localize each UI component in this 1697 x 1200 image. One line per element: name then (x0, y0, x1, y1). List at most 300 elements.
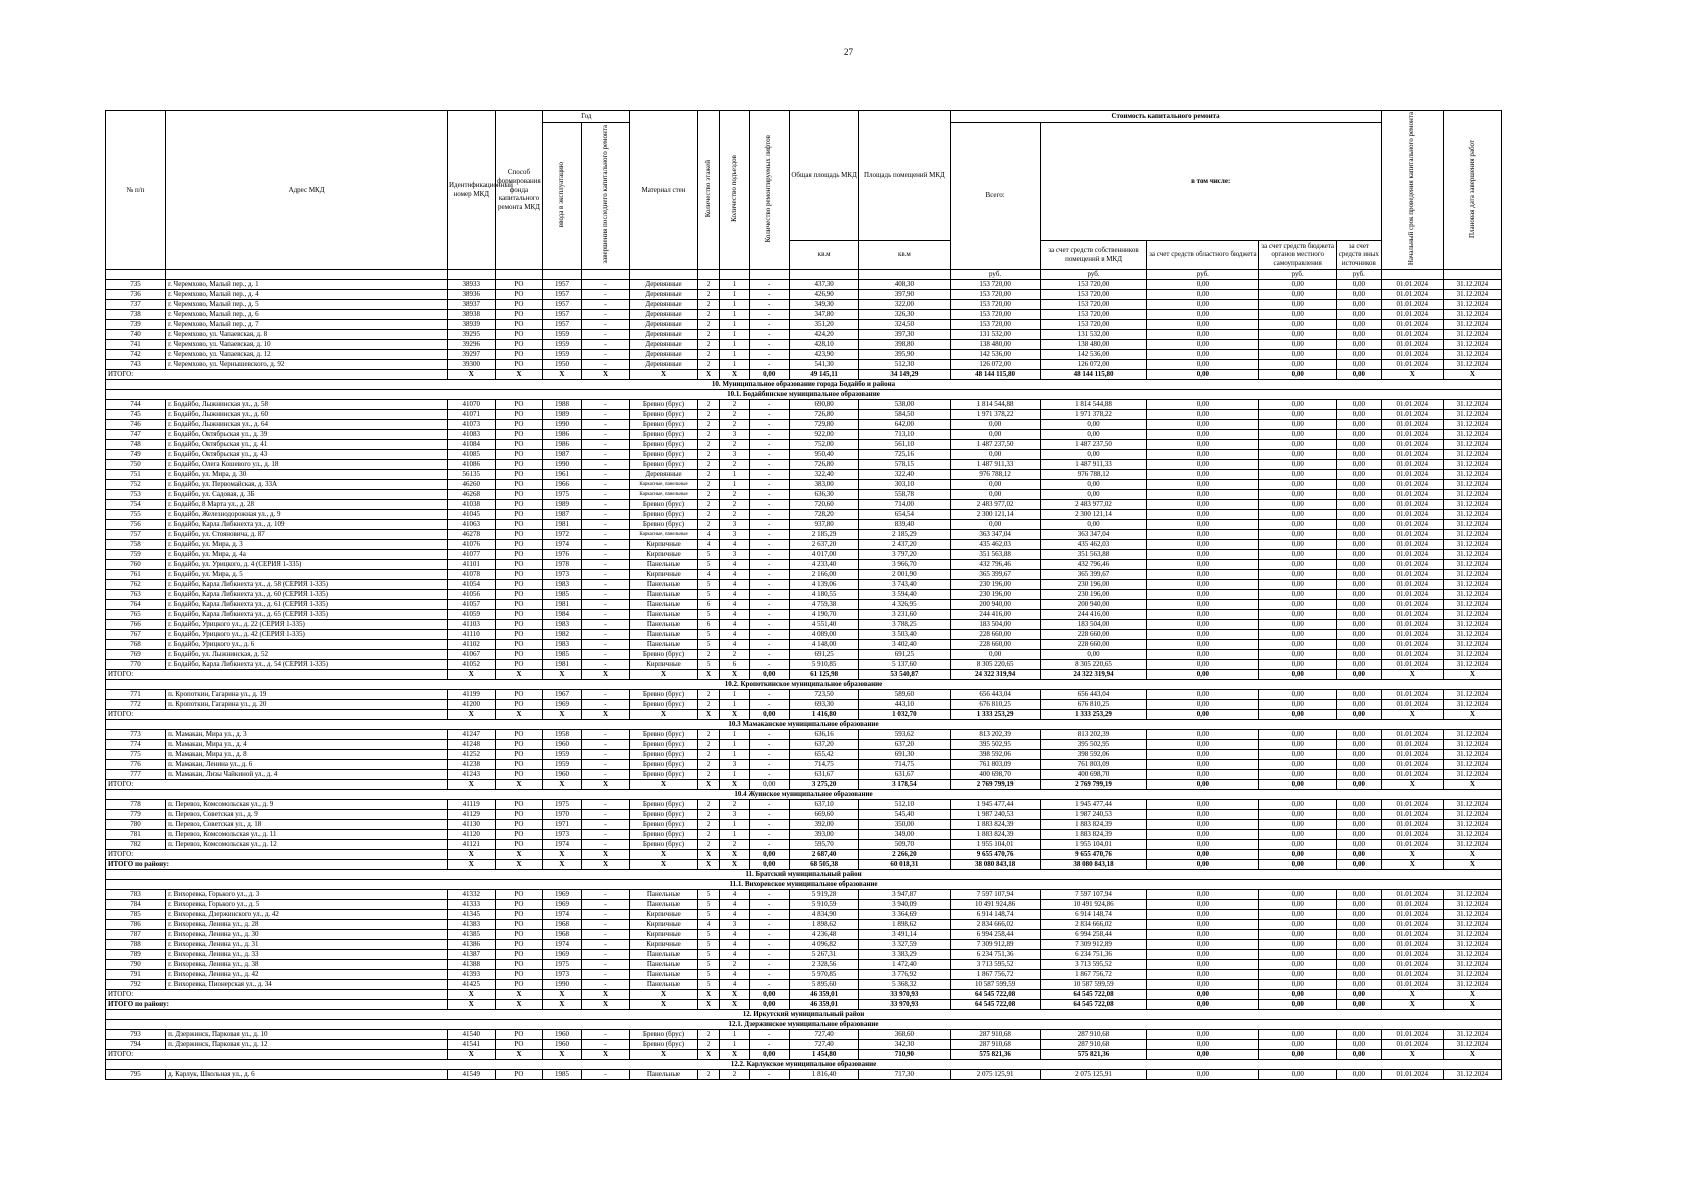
table-cell: 0,00 (1259, 699, 1337, 709)
table-cell: РО (495, 939, 543, 949)
total-cell: 48 144 115,80 (1040, 369, 1147, 379)
table-cell: 2 (720, 439, 749, 449)
total-row (106, 669, 1502, 679)
table-cell: 31.12.2024 (1443, 949, 1501, 959)
table-cell: 31.12.2024 (1443, 419, 1501, 429)
table-cell: Панельные (630, 639, 697, 649)
table-cell: 0,00 (1337, 979, 1382, 989)
table-cell: 41248 (447, 739, 495, 749)
table-cell: 0,00 (1147, 969, 1259, 979)
table-cell: 5 (697, 959, 720, 969)
table-cell: 38937 (447, 299, 495, 309)
table-cell: РО (495, 819, 543, 829)
table-cell: 1959 (543, 329, 581, 339)
table-cell: 01.01.2024 (1381, 919, 1443, 929)
table-cell: г. Черемхово, ул. Чапаевская, д. 10 (166, 339, 448, 349)
table-cell: Кирпичные (630, 659, 697, 669)
table-cell: 753 (106, 489, 166, 499)
table-cell: - (581, 969, 630, 979)
table-cell: - (581, 639, 630, 649)
table-cell: 3 713 595,52 (1040, 959, 1147, 969)
table-cell: - (749, 939, 789, 949)
unit-blank (1381, 269, 1443, 279)
table-cell: - (749, 839, 789, 849)
table-cell: 1959 (543, 759, 581, 769)
table-cell: 31.12.2024 (1443, 559, 1501, 569)
table-cell: 774 (106, 739, 166, 749)
table-row (106, 949, 1502, 959)
table-cell: РО (495, 539, 543, 549)
table-row (106, 799, 1502, 809)
table-cell: Бревно (брус) (630, 799, 697, 809)
table-cell: 0,00 (1337, 489, 1382, 499)
table-cell: - (749, 759, 789, 769)
total-cell: X (581, 989, 630, 999)
table-cell: г. Черемхово, Малый пер., д. 4 (166, 289, 448, 299)
table-cell: 813 202,39 (1040, 729, 1147, 739)
col-local-header: за счет средств бюджета органов местного самоуправления (1259, 240, 1337, 269)
table-cell: 0,00 (1259, 559, 1337, 569)
table-row (106, 919, 1502, 929)
table-cell: 2 166,00 (789, 569, 858, 579)
table-cell: РО (495, 359, 543, 369)
table-cell: - (749, 279, 789, 289)
table-cell: 2 (697, 429, 720, 439)
table-cell: 713,10 (859, 429, 950, 439)
table-cell: 0,00 (1147, 569, 1259, 579)
table-cell: 347,80 (789, 309, 858, 319)
table-cell: - (749, 459, 789, 469)
table-cell: Бревно (брус) (630, 449, 697, 459)
table-cell: 01.01.2024 (1381, 359, 1443, 369)
table-cell: 0,00 (1147, 939, 1259, 949)
table-cell: 1990 (543, 459, 581, 469)
table-cell: 0,00 (1147, 649, 1259, 659)
table-cell: 0,00 (1337, 949, 1382, 959)
table-cell: РО (495, 399, 543, 409)
total-cell: X (630, 709, 697, 719)
table-cell: - (581, 409, 630, 419)
table-cell: 01.01.2024 (1381, 339, 1443, 349)
table-cell: - (749, 469, 789, 479)
table-cell: 1 (720, 749, 749, 759)
table-cell: РО (495, 409, 543, 419)
table-cell: 0,00 (1337, 1029, 1382, 1039)
table-cell: 6 994 258,44 (1040, 929, 1147, 939)
table-cell: 1961 (543, 469, 581, 479)
total-cell: 2 769 799,19 (1040, 779, 1147, 789)
table-cell: 7 597 107,94 (1040, 889, 1147, 899)
table-cell: 1950 (543, 359, 581, 369)
table-cell: 0,00 (1147, 809, 1259, 819)
col-year-group-header: Год (543, 111, 630, 123)
table-cell: Кирпичные (630, 549, 697, 559)
table-cell: 691,30 (859, 749, 950, 759)
table-cell: - (749, 829, 789, 839)
table-cell: 01.01.2024 (1381, 279, 1443, 289)
table-cell: 735 (106, 279, 166, 289)
table-cell: 1 (720, 689, 749, 699)
table-cell: 4 236,48 (789, 929, 858, 939)
table-cell: г. Бодайбо, ул. Урицкого, д. 4 (СЕРИЯ 1-335) (166, 559, 448, 569)
table-cell: г. Вихоревка, Горького ул., д. 5 (166, 899, 448, 909)
table-cell: 5 910,85 (789, 659, 858, 669)
table-cell: 41549 (447, 1069, 495, 1079)
table-cell: РО (495, 899, 543, 909)
table-cell: г. Бодайбо, Октябрьская ул., д. 43 (166, 449, 448, 459)
table-cell: 0,00 (1147, 979, 1259, 989)
table-cell: 727,40 (789, 1039, 858, 1049)
table-cell: 763 (106, 589, 166, 599)
table-cell: 56135 (447, 469, 495, 479)
table-row (106, 1029, 1502, 1039)
table-cell: 41247 (447, 729, 495, 739)
table-cell: 230 196,00 (1040, 579, 1147, 589)
table-cell: 0,00 (1259, 689, 1337, 699)
table-cell: 31.12.2024 (1443, 589, 1501, 599)
total-cell: 64 545 722,08 (950, 999, 1040, 1009)
table-cell: 31.12.2024 (1443, 319, 1501, 329)
table-cell: Деревянные (630, 289, 697, 299)
table-cell: 31.12.2024 (1443, 759, 1501, 769)
table-cell: г. Вихоревка, Ленина ул., д. 30 (166, 929, 448, 939)
table-cell: 1985 (543, 649, 581, 659)
table-cell: - (581, 749, 630, 759)
table-row (106, 579, 1502, 589)
table-cell: 4 089,00 (789, 629, 858, 639)
table-cell: 0,00 (1259, 829, 1337, 839)
total-cell: X (543, 1049, 581, 1059)
table-cell: 01.01.2024 (1381, 459, 1443, 469)
table-cell: 0,00 (1337, 569, 1382, 579)
table-cell: п. Мамакан, Мира ул., д. 8 (166, 749, 448, 759)
table-cell: 31.12.2024 (1443, 549, 1501, 559)
table-cell: 0,00 (950, 479, 1040, 489)
table-row (106, 959, 1502, 969)
total-label: ИТОГО по району: (106, 859, 448, 869)
table-cell: 41076 (447, 539, 495, 549)
table-cell: 769 (106, 649, 166, 659)
table-cell: 0,00 (1259, 919, 1337, 929)
table-cell: - (749, 519, 789, 529)
table-cell: 3 491,14 (859, 929, 950, 939)
table-cell: 4 139,06 (789, 579, 858, 589)
table-cell: - (581, 929, 630, 939)
table-cell: 01.01.2024 (1381, 559, 1443, 569)
table-cell: 1957 (543, 279, 581, 289)
table-cell: Панельные (630, 559, 697, 569)
table-cell: 2 (720, 799, 749, 809)
table-cell: 1 883 824,39 (950, 829, 1040, 839)
table-cell: 31.12.2024 (1443, 919, 1501, 929)
table-cell: Бревно (брус) (630, 839, 697, 849)
table-cell: 01.01.2024 (1381, 299, 1443, 309)
table-row (106, 699, 1502, 709)
table-cell: - (581, 569, 630, 579)
table-cell: - (749, 299, 789, 309)
page-number: 27 (844, 47, 853, 57)
table-cell: - (749, 929, 789, 939)
section-title: 10.2. Кропоткинское муниципальное образование (106, 679, 1502, 689)
table-cell: 3 713 595,52 (950, 959, 1040, 969)
table-cell: 41386 (447, 939, 495, 949)
table-row (106, 289, 1502, 299)
col-other-header: за счет средств иных источников (1337, 240, 1382, 269)
section-row (106, 719, 1502, 729)
total-cell: X (1443, 709, 1501, 719)
total-cell: X (720, 999, 749, 1009)
table-cell: 762 (106, 579, 166, 589)
table-cell: 1973 (543, 569, 581, 579)
total-cell: 0,00 (1259, 1049, 1337, 1059)
table-cell: 1968 (543, 929, 581, 939)
total-cell: 0,00 (749, 1049, 789, 1059)
table-cell: 1989 (543, 499, 581, 509)
table-cell: 2 (697, 819, 720, 829)
total-cell: X (1381, 849, 1443, 859)
table-cell: г. Бодайбо, Карла Либкнехта ул., д. 58 (СЕРИЯ 1-335) (166, 579, 448, 589)
total-cell: 0,00 (1147, 989, 1259, 999)
table-cell: 322,00 (859, 299, 950, 309)
table-cell: 669,60 (789, 809, 858, 819)
table-cell: 0,00 (1147, 429, 1259, 439)
table-cell: 631,67 (859, 769, 950, 779)
table-cell: 2 (697, 499, 720, 509)
table-cell: 725,16 (859, 449, 950, 459)
table-cell: 0,00 (1147, 509, 1259, 519)
table-cell: 01.01.2024 (1381, 409, 1443, 419)
table-row (106, 439, 1502, 449)
table-cell: 2 185,29 (859, 529, 950, 539)
table-cell: РО (495, 309, 543, 319)
table-cell: 0,00 (1259, 299, 1337, 309)
total-cell: X (581, 369, 630, 379)
col-regional-header: за счет средств областного бюджета (1147, 240, 1259, 269)
table-cell: 0,00 (1147, 909, 1259, 919)
table-cell: 01.01.2024 (1381, 529, 1443, 539)
table-cell: 0,00 (1147, 959, 1259, 969)
table-cell: 2 001,90 (859, 569, 950, 579)
table-row (106, 1039, 1502, 1049)
total-cell: 38 080 843,18 (950, 859, 1040, 869)
table-cell: 0,00 (1147, 739, 1259, 749)
total-cell: 0,00 (1259, 989, 1337, 999)
table-cell: 153 720,00 (1040, 289, 1147, 299)
table-row (106, 589, 1502, 599)
table-cell: 0,00 (1259, 949, 1337, 959)
table-row (106, 749, 1502, 759)
table-cell: 41054 (447, 579, 495, 589)
table-cell: 714,75 (789, 759, 858, 769)
table-cell: п. Кропоткин, Гагарина ул., д. 20 (166, 699, 448, 709)
table-cell: 6 914 148,74 (1040, 909, 1147, 919)
table-cell: 200 940,00 (1040, 599, 1147, 609)
table-cell: 2 (697, 1029, 720, 1039)
table-cell: РО (495, 459, 543, 469)
table-cell: 0,00 (1259, 489, 1337, 499)
table-cell: 0,00 (1147, 619, 1259, 629)
table-cell: 2 (720, 649, 749, 659)
table-cell: 01.01.2024 (1381, 399, 1443, 409)
table-cell: 126 072,00 (1040, 359, 1147, 369)
table-cell: п. Мамакан, Ленина ул., д. 6 (166, 759, 448, 769)
table-cell: 766 (106, 619, 166, 629)
table-cell: 365 399,67 (950, 569, 1040, 579)
table-cell: 2 (697, 419, 720, 429)
table-cell: 38933 (447, 279, 495, 289)
table-cell: г. Черемхово, ул. Чапаевская, д. 12 (166, 349, 448, 359)
table-cell: 1981 (543, 599, 581, 609)
table-cell: 31.12.2024 (1443, 409, 1501, 419)
table-cell: - (749, 479, 789, 489)
table-cell: 739 (106, 319, 166, 329)
table-row (106, 829, 1502, 839)
table-cell: 363 347,04 (1040, 529, 1147, 539)
table-cell: 740 (106, 329, 166, 339)
table-cell: - (749, 609, 789, 619)
table-cell: - (581, 829, 630, 839)
table-cell: 3 (720, 549, 749, 559)
table-cell: РО (495, 839, 543, 849)
table-row (106, 619, 1502, 629)
table-cell: 3 503,40 (859, 629, 950, 639)
total-cell: X (697, 779, 720, 789)
table-cell: РО (495, 889, 543, 899)
table-cell: Деревянные (630, 299, 697, 309)
col-num-header: № п/п (106, 111, 166, 270)
table-cell: 31.12.2024 (1443, 509, 1501, 519)
table-cell: 01.01.2024 (1381, 289, 1443, 299)
table-cell: РО (495, 649, 543, 659)
total-cell: 710,90 (859, 1049, 950, 1059)
table-cell: 4 759,38 (789, 599, 858, 609)
table-cell: - (749, 529, 789, 539)
table-cell: 31.12.2024 (1443, 629, 1501, 639)
table-cell: 01.01.2024 (1381, 579, 1443, 589)
total-cell: 0,00 (1337, 989, 1382, 999)
table-cell: Бревно (брус) (630, 819, 697, 829)
table-cell: РО (495, 589, 543, 599)
table-cell: РО (495, 969, 543, 979)
table-cell: 0,00 (1337, 899, 1382, 909)
section-row (106, 869, 1502, 879)
table-cell: РО (495, 1039, 543, 1049)
table-cell: 39296 (447, 339, 495, 349)
table-cell: 0,00 (1147, 1039, 1259, 1049)
table-cell: 3 776,92 (859, 969, 950, 979)
table-cell: 0,00 (1337, 409, 1382, 419)
table-cell: 0,00 (1337, 629, 1382, 639)
table-row (106, 889, 1502, 899)
section-title: 11.1. Вихоревское муниципальное образование (106, 879, 1502, 889)
table-cell: 0,00 (1147, 699, 1259, 709)
table-cell: 761 (106, 569, 166, 579)
table-cell: 770 (106, 659, 166, 669)
table-cell: Кирпичные (630, 909, 697, 919)
table-cell: 0,00 (1337, 749, 1382, 759)
table-cell: 01.01.2024 (1381, 929, 1443, 939)
table-row (106, 769, 1502, 779)
total-cell: X (720, 1049, 749, 1059)
table-cell: 775 (106, 749, 166, 759)
table-cell: 228 660,00 (1040, 629, 1147, 639)
table-cell: 656 443,04 (1040, 689, 1147, 699)
table-cell: - (581, 949, 630, 959)
table-cell: 1957 (543, 289, 581, 299)
table-cell: 5 (697, 909, 720, 919)
table-cell: 4 180,55 (789, 589, 858, 599)
table-cell: 636,16 (789, 729, 858, 739)
table-cell: РО (495, 1069, 543, 1079)
table-cell: г. Бодайбо, Железнодорожная ул., д. 9 (166, 509, 448, 519)
total-cell: X (543, 999, 581, 1009)
section-title: 11. Братский муниципальный район (106, 869, 1502, 879)
table-cell: 01.01.2024 (1381, 519, 1443, 529)
table-cell: Панельные (630, 629, 697, 639)
table-cell: РО (495, 639, 543, 649)
table-cell: 01.01.2024 (1381, 329, 1443, 339)
total-cell: 3 275,20 (789, 779, 858, 789)
entrances-header-text: Количество подъездов (729, 155, 738, 223)
table-cell: - (749, 359, 789, 369)
table-cell: РО (495, 739, 543, 749)
table-cell: 751 (106, 469, 166, 479)
table-cell: 2 (697, 319, 720, 329)
table-cell: 31.12.2024 (1443, 699, 1501, 709)
table-cell: 398 592,06 (950, 749, 1040, 759)
table-cell: 200 940,00 (950, 599, 1040, 609)
table-cell: 2 185,29 (789, 529, 858, 539)
table-cell: 0,00 (1337, 509, 1382, 519)
table-cell: 758 (106, 539, 166, 549)
table-cell: 1974 (543, 539, 581, 549)
table-cell: 691,25 (859, 649, 950, 659)
table-cell: 31.12.2024 (1443, 529, 1501, 539)
unit-blank (749, 269, 789, 279)
table-cell: 41387 (447, 949, 495, 959)
table-cell: - (581, 899, 630, 909)
table-cell: 4 (720, 639, 749, 649)
table-cell: 2 834 666,02 (950, 919, 1040, 929)
table-cell: 0,00 (1259, 749, 1337, 759)
total-cell: X (630, 859, 697, 869)
table-cell: 41101 (447, 559, 495, 569)
col-entrances-header (720, 111, 749, 270)
total-row (106, 859, 1502, 869)
table-cell: 01.01.2024 (1381, 639, 1443, 649)
table-cell: 5 (697, 609, 720, 619)
total-cell: X (697, 859, 720, 869)
table-cell: 01.01.2024 (1381, 419, 1443, 429)
table-cell: 31.12.2024 (1443, 1029, 1501, 1039)
table-cell: п. Мамакан, Лизы Чайкиной ул., д. 4 (166, 769, 448, 779)
table-cell: - (581, 539, 630, 549)
table-cell: 0,00 (1337, 419, 1382, 429)
table-cell: 153 720,00 (950, 319, 1040, 329)
table-cell: п. Мамакан, Мира ул., д. 4 (166, 739, 448, 749)
table-cell: 693,30 (789, 699, 858, 709)
table-cell: Кирпичные (630, 569, 697, 579)
table-cell: 1 (720, 329, 749, 339)
table-row (106, 279, 1502, 289)
table-cell: 0,00 (1147, 929, 1259, 939)
table-cell: - (749, 549, 789, 559)
table-cell: Бревно (брус) (630, 499, 697, 509)
table-cell: 41332 (447, 889, 495, 899)
table-cell: Деревянные (630, 349, 697, 359)
table-cell: 31.12.2024 (1443, 329, 1501, 339)
table-cell: 1 987 240,53 (950, 809, 1040, 819)
